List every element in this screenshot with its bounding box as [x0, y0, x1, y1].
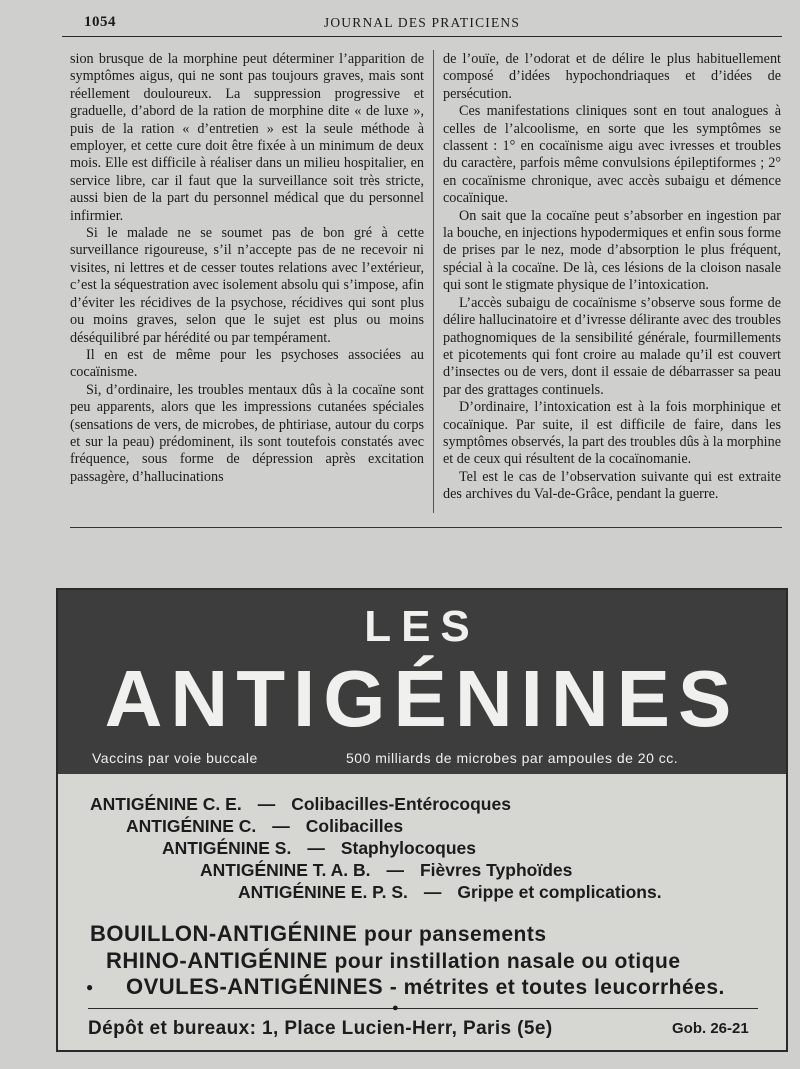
ornament-icon: ●: [392, 1002, 399, 1014]
product-code: ANTIGÉNINE C.: [126, 816, 257, 836]
product-use: Colibacilles: [305, 816, 404, 836]
journal-title: JOURNAL DES PRATICIENS: [323, 15, 521, 30]
paragraph: L’accès subaigu de cocaïnisme s’observe sous forme de délire hallucinatoire et d’ivresse délirante avec des troubles pathognomiques de la sensibilité générale, fourmillements et picotements qui font croire au malade qu’il est couvert d’insectes ou de vers, dont il essaie de débarrasser sa peau par des grattages continuels.: [443, 294, 781, 398]
product-dash: —: [257, 794, 276, 814]
paragraph: D’ordinaire, l’intoxication est à la fois morphinique et cocaïnique. Par suite, il est difficile de faire, dans les symptômes observés, la part des troubles dûs à la morphine et de ceux qui résultent de la cocaïnomanie.: [443, 399, 781, 468]
ad-product-line: [90, 794, 511, 815]
ad-address: Dépôt et bureaux: 1, Place Lucien-Herr, Paris (5e): [88, 1018, 553, 1039]
page-header: [62, 10, 782, 37]
paragraph: de l’ouïe, de l’odorat et de délire le plus habituellement composé d’idées hypochondriaques et d’idées de persécution.: [443, 51, 781, 102]
bullet-icon: ●: [86, 980, 94, 994]
feature-name: OVULES-ANTIGÉNINES: [126, 974, 384, 999]
ad-product-line: [162, 838, 476, 859]
ad-product-line: [126, 816, 403, 837]
ad-tagline-left: Vaccins par voie buccale: [92, 750, 258, 766]
product-use: Fièvres Typhoïdes: [419, 860, 573, 880]
ad-product-feature: [90, 921, 547, 947]
feature-use: - métrites et toutes leucorrhées.: [389, 976, 725, 999]
ad-phone: Gob. 26-21: [672, 1020, 749, 1037]
ad-product-line: [200, 860, 572, 881]
product-dash: —: [423, 882, 442, 902]
ad-banner: [58, 590, 786, 774]
product-dash: —: [272, 816, 290, 836]
feature-use: pour pansements: [364, 923, 547, 946]
feature-name: BOUILLON-ANTIGÉNINE: [90, 921, 358, 946]
product-code: ANTIGÉNINE C. E.: [90, 794, 242, 814]
product-dash: —: [386, 860, 404, 880]
ad-product-feature: [106, 948, 681, 974]
product-dash: —: [307, 838, 325, 858]
ad-les: LES: [364, 602, 480, 651]
paragraph: Tel est le cas de l’observation suivante qui est extraite des archives du Val-de-Grâce, pendant la guerre.: [443, 468, 781, 503]
page-number: 1054: [84, 14, 116, 30]
ad-tagline-right: 500 milliards de microbes par ampoules de 20 cc.: [346, 750, 679, 766]
paragraph: Si, d’ordinaire, les troubles mentaux dûs à la cocaïne sont peu apparents, alors que les impressions cutanées spéciales (sensations de vers, de microbes, de phtiriase, autour du corps et sur la peau) prédominent, ils sont toutefois constatés avec fréquence, sous forme de dépression après excitation passagère, d’hallucinations: [70, 381, 424, 485]
article-end-rule: [70, 527, 782, 528]
ad-brand-name: ANTIGÉNINES: [104, 654, 740, 743]
paragraph: Il en est de même pour les psychoses associées au cocaïnisme.: [70, 346, 424, 381]
paragraph: Ces manifestations cliniques sont en tout analogues à celles de l’alcoolisme, en sorte que les symptômes se classent : 1° en cocaïnisme aigu avec ivresses et troubles du caractère, parfois même convulsions épileptiformes ; 2° en cocaïnisme chronique, avec accès subaigu et démence cocaïnique.: [443, 103, 781, 207]
article-left-column: [70, 51, 424, 486]
ad-divider: [88, 1008, 758, 1009]
product-code: ANTIGÉNINE T. A. B.: [200, 860, 371, 880]
feature-name: RHINO-ANTIGÉNINE: [106, 948, 328, 973]
column-divider: [433, 50, 434, 513]
antigenines-advertisement: [56, 588, 788, 1052]
paragraph: sion brusque de la morphine peut déterminer l’apparition de symptômes aigus, qui ne sont pas toujours graves, mais sont réellement douloureux. La suppression progressive et graduelle, d’abord de la ration de morphine dite « de luxe », puis de la ration « d’entretien » est la seule méthode à employer, et cette cure doit être fixée à un minimum de deux mois. Elle est difficile à réaliser dans un milieu hospitalier, en service libre, car il faut que la surveillance soit très stricte, aussi bien de la part du personnel médical que du personnel infirmier.: [70, 51, 424, 224]
product-code: ANTIGÉNINE S.: [162, 838, 292, 858]
paragraph: Si le malade ne se soumet pas de bon gré à cette surveillance rigoureuse, s’il n’accepte pas de ne recevoir ni visites, ni lettres et de cesser toutes relations avec l’extérieur, c’est la séquestration avec isolement absolu qui s’impose, afin d’éviter les récidives de la psychose, récidives qui sont plus ou moins graves, selon que le sujet est plus ou moins déséquilibré par hérédité ou par tempérament.: [70, 225, 424, 346]
ad-product-feature: [126, 974, 725, 1000]
product-use: Staphylocoques: [340, 838, 476, 858]
product-code: ANTIGÉNINE E. P. S.: [238, 882, 408, 902]
ad-product-line: [238, 882, 662, 903]
product-use: Colibacilles-Entérocoques: [291, 794, 511, 814]
article-right-column: [443, 51, 781, 504]
product-use: Grippe et complications.: [457, 882, 662, 902]
paragraph: On sait que la cocaïne peut s’absorber en ingestion par la bouche, en injections hypodermiques et enfin sous forme de prises par le nez, mode d’absorption le plus fréquent, spécial à la cocaïne. De là, ces lésions de la cloison nasale qui sont le stigmate physique de l’intoxication.: [443, 207, 781, 294]
feature-use: pour instillation nasale ou otique: [334, 950, 681, 973]
